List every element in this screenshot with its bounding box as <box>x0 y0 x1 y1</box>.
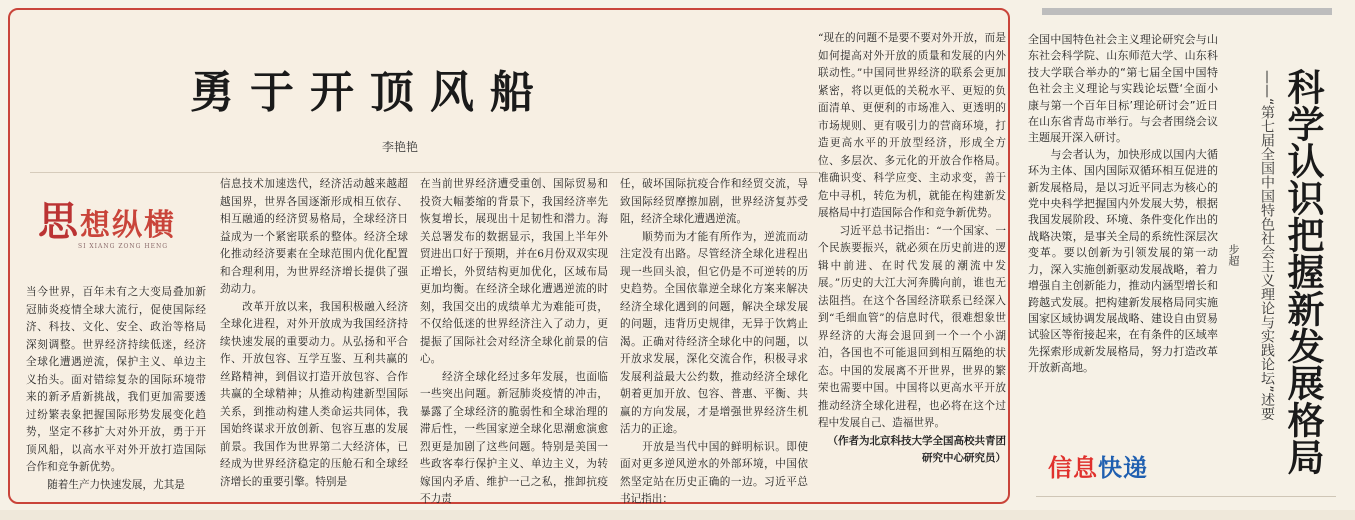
page-footer-bar <box>0 510 1355 520</box>
article-column-3: 在当前世界经济遭受重创、国际贸易和投资大幅萎缩的背景下，我国经济率先恢复增长，展现出十足韧性和潜力。海关总署发布的数据显示，我国上半年外贸进出口好于预期，并在6月份双双实现正增长，外贸结构更加优化，区域布局更加均衡。在经济全球化遭遇逆流的时刻，我国交出的成绩单尤为难能可贵，不仅给低迷的世界经济注入了动力，更提振了国际社会对经济全球化前景的信心。 经济全球化经过多年发展，也面临一些突出问题。新冠肺炎疫情的冲击，暴露了全球经济的脆弱性和全球治理的滞后性，一些国家逆全球化思潮愈演愈烈更是加剧了这些问题。特别是美国一些政客奉行保护主义、单边主义，为转嫁国内矛盾、维护一己之私，推卸抗疫不力责 <box>420 178 608 505</box>
article-column-1: 当今世界，百年未有之大变局叠加新冠肺炎疫情全球大流行，促使国际经济、科技、文化、安全、政治等格局深刻调整。世界经济持续低迷，经济全球化遭遇逆流，保护主义、单边主义抬头。面对错综复杂的国际环境带来的新矛盾新挑战，我们更加需要透过纷繁表象把握国际形势发展变化趋势，坚定不移扩大对外开放，勇于开顶风船，以高水平对外开放打造国际合作和竞争新优势。 随着生产力快速发展，尤其是 <box>26 286 206 491</box>
column-logo-text: 想纵横 <box>80 208 176 243</box>
article-column-2: 信息技术加速迭代，经济活动越来越超越国界，世界各国逐渐形成相互依存、相互融通的经济贸易格局，全球经济日益成为一个紧密联系的整体。经济全球化推动经济要素在全球范围内优化配置和合理利用，为世界经济增长提供了强劲动力。 改革开放以来，我国积极融入经济全球化进程，对外开放成为我国经济持续快速发展的重要动力。从弘扬和平合作、开放包容、互学互鉴、互利共赢的丝路精神，到倡议打造开放包容、合作共赢的全球精神；从推动构建新型国际关系，到推动构建人类命运共同体，我国始终谋求开放创新、包容互惠的发展前景。我国作为世界第二大经济体，已经成为世界经济稳定的压舱石和全球经济增长的重要引擎。特别是 <box>220 178 408 488</box>
sidebar-body: 全国中国特色社会主义理论研究会与山东社会科学院、山东师范大学、山东科技大学联合举办的“第七届全国中国特色社会主义理论与实践论坛暨‘全面小康与第一个百年目标’理论研讨会”近日在山东省青岛市举行。与会者围绕会议主题展开深入研讨。 与会者认为，加快形成以国内大循环为主体、国内国际双循环相互促进的新发展格局，是以习近平同志为核心的党中央科学把握国内外发展大势，根据我国发展阶段、环境、条件变化作出的战略决策，是事关全局的系统性深层次变革。要以创新为引领发展的第一动力，深入实施创新驱动发展战略，着力增强自主创新能力，推动内涵型增长和跨越式发展。把构建新发展格局同实施国家区域协调发展战略、建设自由贸易试验区等衔接起来，在有条件的区域率先探索形成新发展格局，努力打造改革开放新高地。 <box>1028 33 1218 375</box>
author-note: （作者为北京科技大学全国高校共青团研究中心研究员） <box>827 434 1006 464</box>
column-logo <box>38 190 198 260</box>
column-logo-char: 思 <box>38 199 80 245</box>
column-divider <box>30 172 818 173</box>
sidebar-subtitle: ——“第七届全国中国特色社会主义理论与实践论坛”述要 <box>1259 70 1275 421</box>
column-logo-sub: SI XIANG ZONG HENG <box>78 243 169 250</box>
article-byline: 李艳艳 <box>382 140 419 154</box>
article-headline: 勇于开顶风船 <box>190 67 550 118</box>
sidebar-title: 科学认识把握新发展格局 <box>1281 68 1324 475</box>
article-column-5-text: “现在的问题不是要不要对外开放，而是如何提高对外开放的质量和发展的内外联动性。”中国同世界经济的联系会更加紧密，将以更低的关税水平、更短的负面清单、更便利的市场准入、更透明的市场规则、更有吸引力的营商环境，打造更高水平的开放型经济，形成全方位、多层次、多元化的开放合作格局。准确识变、科学应变、主动求变，善于危中寻机，转危为机，就能在构建新发展格局中打造国际合作和竞争新优势。 习近平总书记指出：“一个国家、一个民族要振兴，就必须在历史前进的逻辑中前进、在时代发展的潮流中发展。”历史的大江大河奔腾向前，谁也无法阻挡。在这个各国经济联系已经深入到“毛细血管”的信息时代，很难想象世界经济的大海会退回到一个一个小湖泊，各国也不可能退回到相互隔绝的状态。中国的发展离不开世界，世界的繁荣也需要中国。中国将以更高水平开放推动经济全球化进程，也必将在这个过程中发展自己、造福世界。 <box>818 32 1006 429</box>
brand-divider <box>1036 496 1336 497</box>
article-column-4: 任，破坏国际抗疫合作和经贸交流，导致国际经贸摩擦加剧，世界经济复苏受阻，经济全球化遭遇逆流。 顺势而为才能有所作为，逆流而动注定没有出路。尽管经济全球化进程出现一些回头浪，但它仍是不可逆转的历史趋势。全国依靠逆全球化方案来解决经济全球化遇到的问题，解决全球发展的问题，违背历史规律，无异于饮鸩止渴。正确对待经济全球化中的问题，以开放求发展，深化交流合作，积极寻求发展利益最大公约数，推动经济全球化朝着更加开放、包容、普惠、平衡、共赢的方向发展，才是增强世界经济生机活力的正途。 开放是当代中国的鲜明标识。即使面对更多逆风逆水的外部环境，中国依然坚定站在历史正确的一边。习近平总书记指出： <box>620 178 808 505</box>
right-top-bar <box>1042 8 1332 15</box>
brand-logo-b: 快递 <box>1098 454 1148 482</box>
article-column-5 <box>818 30 1006 496</box>
sidebar-author: 步超 <box>1227 244 1240 266</box>
brand-logo <box>1048 448 1148 483</box>
brand-logo-a: 信息 <box>1048 454 1098 482</box>
